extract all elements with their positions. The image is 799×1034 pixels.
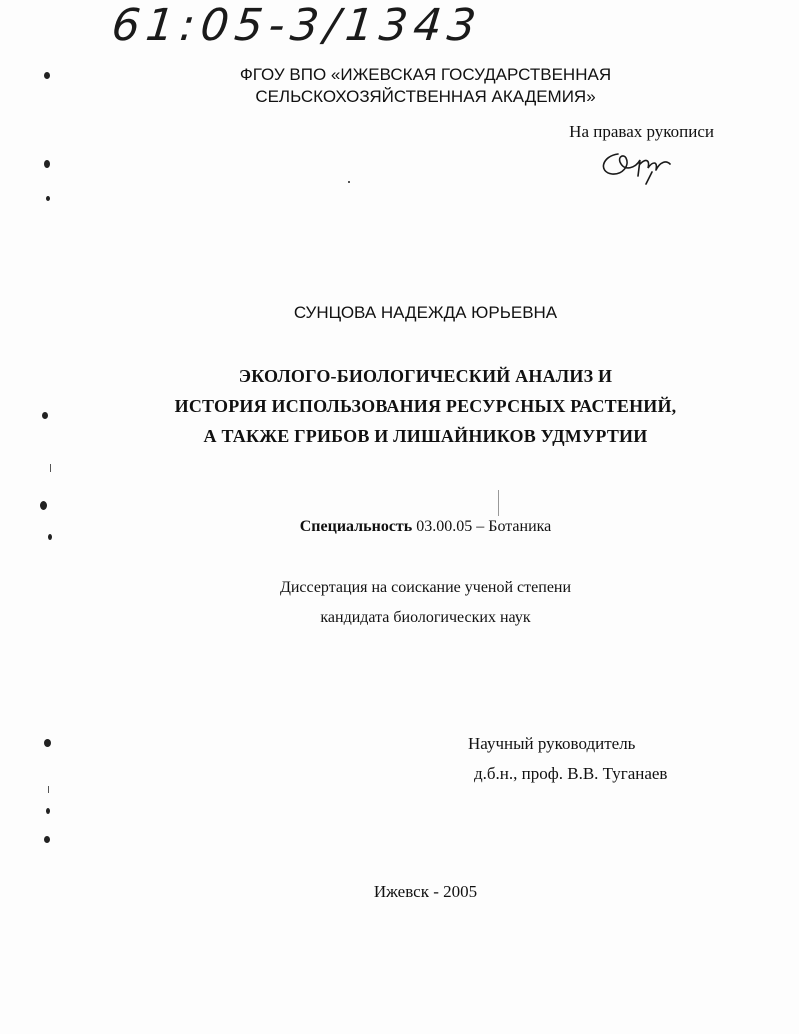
scientific-supervisor bbox=[468, 729, 667, 789]
title-line-3: А ТАКЖЕ ГРИБОВ И ЛИШАЙНИКОВ УДМУРТИИ bbox=[203, 426, 648, 446]
degree-line-1: Диссертация на соискание ученой степени bbox=[279, 579, 572, 596]
degree-statement bbox=[26, 573, 799, 633]
scan-mark bbox=[46, 808, 50, 814]
title-line-1: ЭКОЛОГО-БИОЛОГИЧЕСКИЙ АНАЛИЗ И bbox=[238, 366, 613, 386]
dissertation-title bbox=[26, 361, 799, 451]
organization-name bbox=[26, 64, 799, 108]
degree-line-2: кандидата биологических наук bbox=[320, 609, 531, 626]
author-name: СУНЦОВА НАДЕЖДА ЮРЬЕВНА bbox=[293, 303, 558, 322]
city-year: Ижевск - 2005 bbox=[373, 882, 478, 901]
manuscript-rights-note: На правах рукописи bbox=[569, 122, 714, 141]
scan-mark bbox=[48, 786, 49, 793]
supervisor-name: д.б.н., проф. В.В. Туганаев bbox=[474, 764, 668, 783]
scan-mark bbox=[46, 196, 50, 201]
scan-mark bbox=[44, 836, 50, 843]
handwritten-catalog-number: 61:05-3/1343 bbox=[109, 0, 485, 51]
supervisor-label: Научный руководитель bbox=[468, 734, 636, 753]
organization-line-2: СЕЛЬСКОХОЗЯЙСТВЕННАЯ АКАДЕМИЯ» bbox=[255, 87, 596, 106]
scan-mark bbox=[348, 181, 350, 183]
specialty-value: 03.00.05 – Ботаника bbox=[416, 518, 552, 535]
specialty bbox=[26, 518, 799, 536]
scan-mark bbox=[40, 501, 47, 510]
scan-mark bbox=[44, 160, 50, 168]
title-line-2: ИСТОРИЯ ИСПОЛЬЗОВАНИЯ РЕСУРСНЫХ РАСТЕНИЙ, bbox=[174, 396, 677, 416]
organization-line-1: ФГОУ ВПО «ИЖЕВСКАЯ ГОСУДАРСТВЕННАЯ bbox=[239, 65, 612, 84]
signature-icon bbox=[596, 146, 686, 186]
specialty-label: Специальность bbox=[299, 518, 413, 535]
scan-mark bbox=[498, 490, 499, 516]
scan-mark bbox=[50, 464, 51, 472]
scan-mark bbox=[44, 739, 51, 747]
